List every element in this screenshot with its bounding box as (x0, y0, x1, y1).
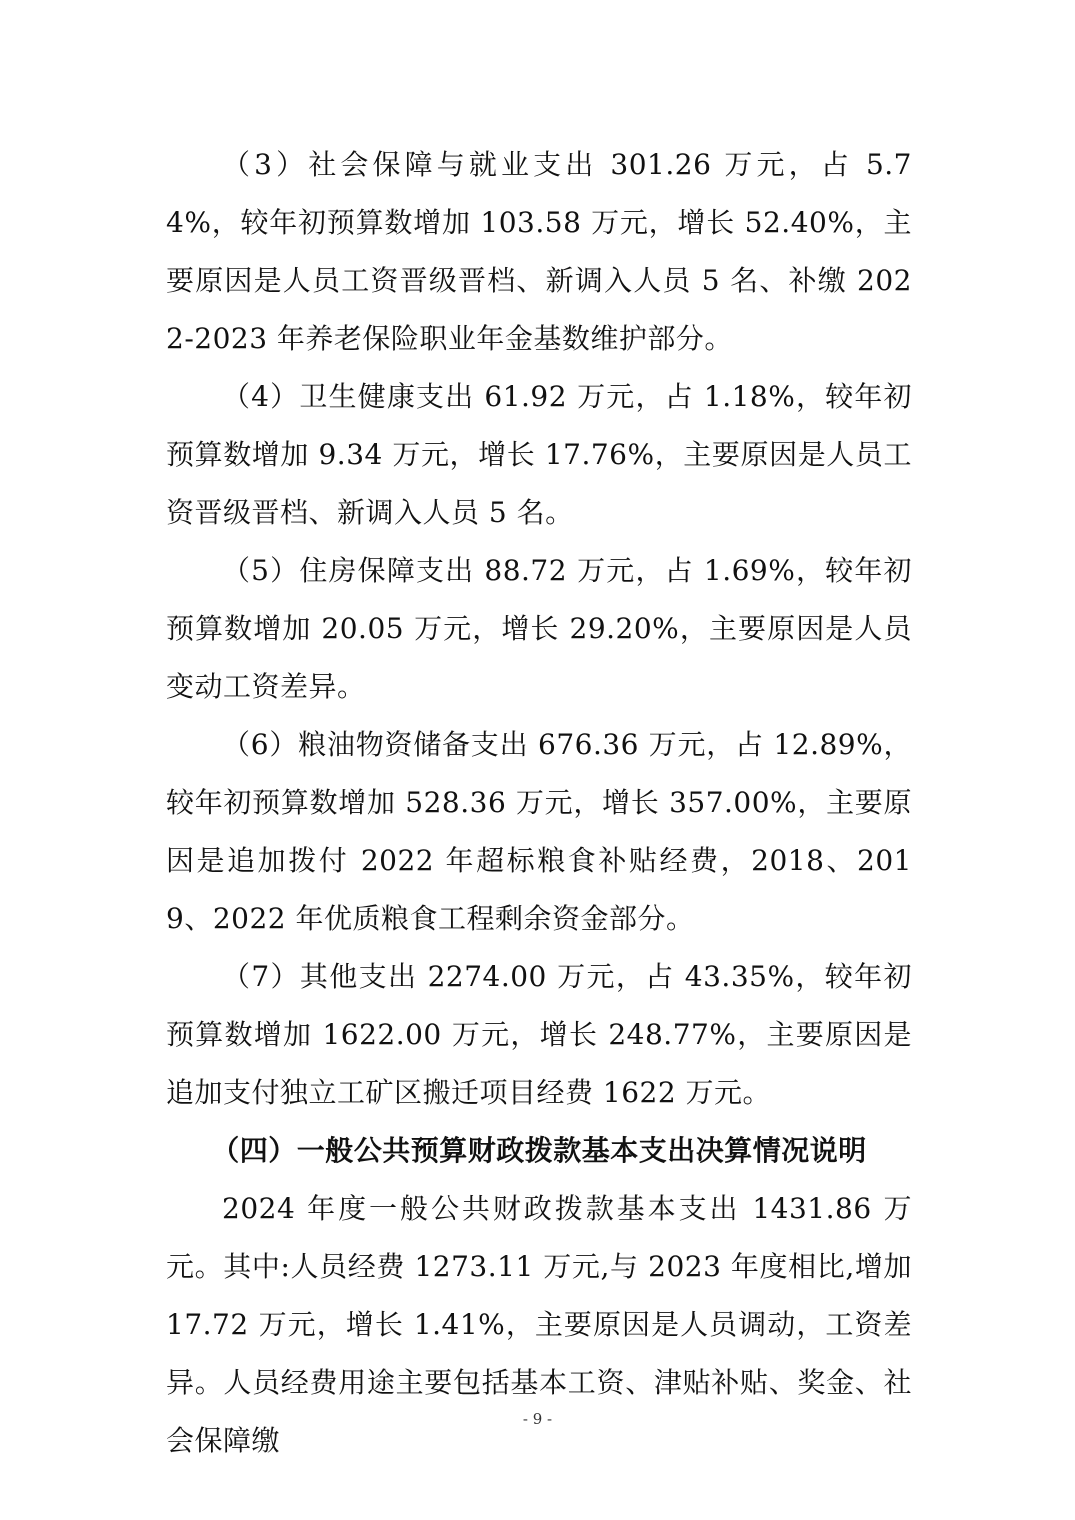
paragraph-basic-expenditure: 2024 年度一般公共财政拨款基本支出 1431.86 万元。其中:人员经费 1273.11 万元,与 2023 年度相比,增加 17.72 万元，增长 1.41%，主要原因是人员调动，工资差异。人员经费用途主要包括基本工资、津贴补贴、奖金、社会保障缴 (166, 1192, 912, 1457)
paragraph-housing: （5）住房保障支出 88.72 万元，占 1.69%，较年初预算数增加 20.05 万元，增长 29.20%，主要原因是人员变动工资差异。 (166, 554, 912, 703)
paragraph-social-security: （3）社会保障与就业支出 301.26 万元，占 5.74%，较年初预算数增加 103.58 万元，增长 52.40%，主要原因是人员工资晋级晋档、新调入人员 5 名、补缴 2022-2023 年养老保险职业年金基数维护部分。 (166, 148, 912, 355)
paragraph-other-expenditure: （7）其他支出 2274.00 万元，占 43.35%，较年初预算数增加 1622.00 万元，增长 248.77%，主要原因是追加支付独立工矿区搬迁项目经费 1622 万元。 (166, 960, 912, 1109)
document-body (166, 136, 912, 1470)
page-number: - 9 - (522, 1410, 553, 1428)
paragraph-health: （4）卫生健康支出 61.92 万元，占 1.18%，较年初预算数增加 9.34 万元，增长 17.76%，主要原因是人员工资晋级晋档、新调入人员 5 名。 (166, 380, 912, 529)
paragraph-grain-reserve: （6）粮油物资储备支出 676.36 万元，占 12.89%，较年初预算数增加 528.36 万元，增长 357.00%，主要原因是追加拨付 2022 年超标粮食补贴经费，2018、2019、2022 年优质粮食工程剩余资金部分。 (166, 728, 912, 935)
section-heading: （四）一般公共预算财政拨款基本支出决算情况说明 (211, 1134, 867, 1167)
